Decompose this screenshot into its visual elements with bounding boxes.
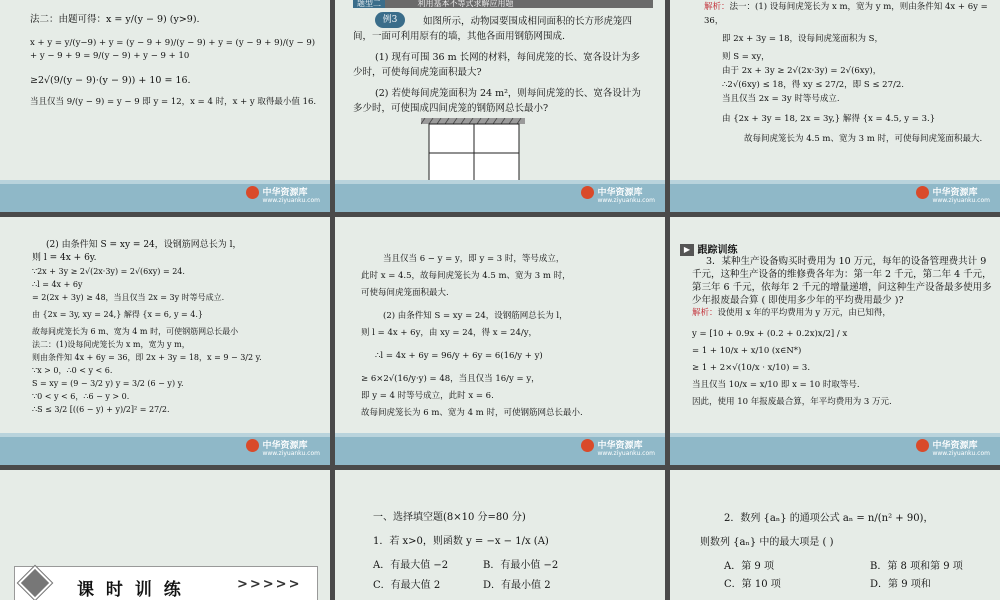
question-1: 1．若 x>0，则函数 y = −x − 1/x (A) (373, 536, 549, 547)
logo-icon (246, 186, 259, 199)
diamond-icon (18, 566, 52, 600)
problem-text: 3．某种生产设备购买时费用为 10 万元，每年的设备管理费共计 9 千元，这种生产设备的维修费各年为：第一年 2 千元，第二年 4 千元，第三年 6 千元，依每年 2 千元的增量递增，问这种生产设备最多使用多少年报废最合算 ( 即使用多少年的平均费用最少 )? (692, 256, 992, 306)
topic-tag: 题型二 (353, 0, 385, 8)
text-line: 当且仅当 9/(y − 9) = y − 9 即 y = 12，x = 4 时，x + y 取得最小值 16. (30, 97, 317, 107)
slide-3[interactable] (670, 0, 1000, 212)
text-line: ∵0 < y < 6，∴6 − y > 0. (32, 392, 130, 401)
question-2-ask: 则数列 {aₙ} 中的最大项是 ( ) (700, 537, 834, 548)
slide-5-content (361, 251, 661, 422)
section-header (680, 241, 737, 256)
slide-footer (335, 433, 665, 465)
text-line: = 2(2x + 3y) ≥ 48，当且仅当 2x = 3y 时等号成立. (32, 293, 225, 302)
text-line: ∴l = 4x + 6y (32, 280, 83, 289)
text-line: 即 2x + 3y = 18，设每间虎笼面积为 S， (722, 34, 884, 44)
option-a: A．有最大值 −2 (373, 560, 449, 571)
lesson-banner (14, 566, 318, 600)
option-b: B．有最小值 −2 (483, 560, 559, 571)
text-line: ∵2x + 3y ≥ 2√(2x·3y) = 2√(6xy) = 24. (32, 267, 185, 276)
slide-3-content (704, 0, 994, 146)
problem-q2: (2) 若使每间虎笼面积为 24 m²，则每间虎笼的长、宽各设计为多少时，可使围成四间虎笼的钢筋网总长最小? (353, 88, 641, 114)
logo-icon (916, 186, 929, 199)
play-icon: ▶ (680, 244, 694, 256)
question-2: 2．数列 {aₙ} 的通项公式 aₙ = n/(n² + 90)， (724, 513, 934, 524)
solution-label: 解析： (704, 2, 730, 12)
slide-8-content (373, 508, 658, 596)
text-line: 则 S = xy， (722, 52, 770, 62)
text-line: (2) 由条件知 S = xy = 24，设钢筋网总长为 l， (46, 240, 242, 250)
slide-2[interactable] (335, 0, 665, 212)
brand-logo: 中华资源库 www.ziyuanku.com (581, 438, 655, 457)
text-line: 法二：(1)设每间虎笼长为 x m，宽为 y m， (32, 340, 190, 349)
text-line: ∴l = 4x + 6y = 96/y + 6y = 6(16/y + y) (375, 351, 543, 361)
banner-title: 课 时 训 练 (77, 580, 184, 600)
options (700, 558, 995, 594)
text-line: ≥2√(9/(y − 9)·(y − 9)) + 10 = 16. (30, 75, 191, 86)
slide-1-content (30, 12, 320, 109)
cage-diagram (421, 118, 525, 184)
text-line: ∴S ≤ 3/2 [((6 − y) + y)/2]² = 27/2. (32, 405, 170, 414)
text-line: (2) 由条件知 S = xy = 24，设钢筋网总长为 l， (383, 311, 568, 321)
option-d: D．第 9 项和 (870, 579, 931, 590)
text-line: 故每间虎笼长为 6 m、宽为 4 m 时，可使钢筋网总长最小. (361, 408, 583, 418)
text-line: 可使每间虎笼面积最大. (361, 288, 449, 298)
slide-6[interactable] (670, 217, 1000, 465)
text-line: 当且仅当 10/x = x/10 即 x = 10 时取等号. (692, 380, 860, 390)
slide-4[interactable] (0, 217, 330, 465)
text-line: 设使用 x 年的平均费用为 y 万元，由已知得， (717, 308, 891, 318)
option-b: B．第 8 项和第 9 项 (870, 561, 963, 572)
banner-arrows: >>>>> (237, 577, 302, 592)
option-d: D．有最小值 2 (483, 580, 551, 591)
slide-footer (670, 433, 1000, 465)
slide-4-content (32, 239, 322, 416)
problem-intro: 如图所示，动物园要围成相同面积的长方形虎笼四间，一面可利用原有的墙，其他各面用钢筋网围成. (353, 16, 633, 42)
text-line: ∵x > 0，∴0 < y < 6. (32, 366, 113, 375)
text-line: 故每间虎笼长为 4.5 m、宽为 3 m 时，可使每间虎笼面积最大. (744, 134, 983, 144)
logo-icon (581, 439, 594, 452)
topic-title: 利用基本不等式求解应用题 (417, 0, 514, 8)
text-line: 即 y = 4 时等号成立，此时 x = 6. (361, 391, 494, 401)
text-line: 法一：(1) 设每间虎笼长为 x m，宽为 y m，则由条件知 4x + 6y = 36， (704, 2, 988, 26)
text-line: x + y = y/(y−9) + y = (y − 9 + 9)/(y − 9) + y = (y − 9 + 9)/(y − 9) + y − 9 + 9 = 9/(y − 9) + y − 9 + 10 (30, 38, 316, 61)
text-line: S = xy = (9 − 3/2 y) y = 3/2 (6 − y) y. (32, 379, 184, 388)
logo-icon (246, 439, 259, 452)
text-line: 当且仅当 2x = 3y 时等号成立. (722, 94, 840, 104)
text-line: 由 {2x = 3y, xy = 24,} 解得 {x = 6, y = 4.} (32, 310, 203, 319)
brand-logo: 中华资源库 www.ziyuanku.com (581, 185, 655, 204)
section-title: 跟踪训练 (697, 245, 738, 256)
text-line: 则 l = 4x + 6y. (32, 253, 97, 263)
brand-logo: 中华资源库 www.ziyuanku.com (246, 438, 320, 457)
text-line: = 1 + 10/x + x/10 (x∈N*) (692, 346, 802, 356)
brand-logo: 中华资源库 www.ziyuanku.com (916, 185, 990, 204)
text-line: 故每间虎笼长为 6 m、宽为 4 m 时，可使钢筋网总长最小 (32, 327, 239, 336)
text-line: y = [10 + 0.9x + (0.2 + 0.2x)x/2] / x (692, 329, 848, 339)
problem-q1: (1) 现有可围 36 m 长网的材料，每间虎笼的长、宽各设计为多少时，可使每间虎笼面积最大? (353, 52, 641, 78)
slide-9-content (700, 510, 995, 594)
slide-7[interactable] (0, 470, 330, 600)
text-line: 则 l = 4x + 6y，由 xy = 24，得 x = 24/y， (361, 328, 538, 338)
text-line: ≥ 6×2√(16/y·y) = 48，当且仅当 16/y = y， (361, 374, 540, 384)
slide-2-content (353, 14, 648, 116)
text-line: ≥ 1 + 2×√(10/x · x/10) = 3. (692, 363, 811, 373)
text-line: 由 {2x + 3y = 18, 2x = 3y,} 解得 {x = 4.5, y = 3.} (722, 114, 936, 124)
slide-footer (0, 433, 330, 465)
brand-logo: 中华资源库 www.ziyuanku.com (916, 438, 990, 457)
option-a: A．第 9 项 (724, 561, 774, 572)
section-heading: 一、选择填空题(8×10 分=80 分) (373, 512, 526, 523)
slide-6-content (692, 255, 992, 409)
text-line: 当且仅当 6 − y = y，即 y = 3 时，等号成立， (383, 254, 565, 264)
text-line: 因此，使用 10 年报废最合算，年平均费用为 3 万元. (692, 397, 892, 407)
option-c: C．第 10 项 (724, 579, 781, 590)
text-line: 则由条件知 4x + 6y = 36，即 2x + 3y = 18，x = 9 − 3/2 y. (32, 353, 262, 362)
option-c: C．有最大值 2 (373, 580, 441, 591)
brand-logo: 中华资源库 www.ziyuanku.com (246, 185, 320, 204)
options (373, 556, 658, 596)
slide-9[interactable] (670, 470, 1000, 600)
logo-icon (581, 186, 594, 199)
slide-8[interactable] (335, 470, 665, 600)
solution-label: 解析： (692, 308, 718, 318)
slide-footer (0, 180, 330, 212)
text-line: 由于 2x + 3y ≥ 2√(2x·3y) = 2√(6xy)， (722, 66, 882, 76)
slide-5[interactable] (335, 217, 665, 465)
text-line: 法二：由题可得：x = y/(y − 9) (y>9). (30, 14, 200, 25)
topic-header (353, 0, 653, 8)
slide-footer (335, 180, 665, 212)
slide-footer (670, 180, 1000, 212)
text-line: ∴2√(6xy) ≤ 18，得 xy ≤ 27/2，即 S ≤ 27/2. (722, 80, 904, 90)
slide-1[interactable] (0, 0, 330, 212)
logo-icon (916, 439, 929, 452)
text-line: 此时 x = 4.5，故每间虎笼长为 4.5 m、宽为 3 m 时， (361, 271, 571, 281)
example-badge: 例3 (375, 12, 405, 28)
